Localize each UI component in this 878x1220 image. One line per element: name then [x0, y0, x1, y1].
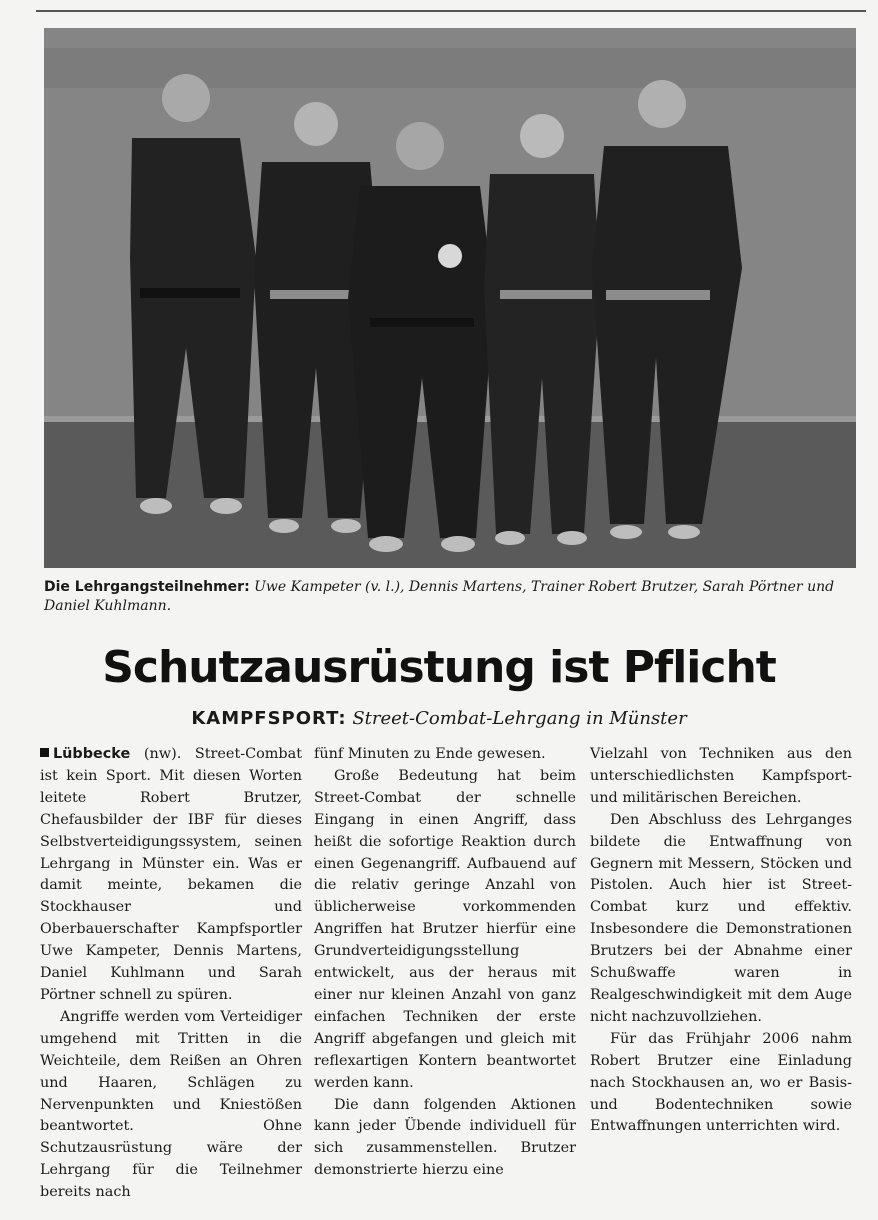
article-column-2 — [314, 744, 576, 1182]
caption-lead: Die Lehrgangsteilnehmer: — [44, 579, 250, 595]
photo-wall-band — [44, 48, 856, 88]
article-paragraph: Große Bedeutung hat beim Street-Combat der schnelle Eingang in einen Angriff, dass heißt die sofortige Reaktion durch einen Gegenangriff. Aufbauend auf die relativ geringe Anzahl von üblicherweise vorkommenden Angriffen hat Brutzer hierfür eine Grundverteidigungsstellung entwickelt, aus der heraus mit einer nur kleinen Anzahl von ganz einfachen Techniken der erste Angriff abgefangen und gleich mit reflexartigen Kontern beantwortet werden kann. — [314, 767, 576, 1091]
caption-body: Uwe Kampeter (v. l.), Dennis Martens, Trainer Robert Brutzer, Sarah Pörtner und Daniel Kuhlmann. — [44, 579, 835, 614]
article-paragraph: Vielzahl von Techniken aus den unterschiedlichsten Kampfsport- und militärischen Bereichen. — [590, 746, 852, 806]
article-paragraph — [40, 744, 302, 1007]
photo-caption — [44, 578, 856, 616]
article-column-1 — [40, 744, 302, 1204]
article-paragraph: fünf Minuten zu Ende gewesen. — [314, 746, 546, 762]
subhead-text: Street-Combat-Lehrgang in Münster — [352, 708, 687, 729]
dateline-square-icon — [40, 748, 49, 757]
group-photo-illustration — [44, 28, 856, 568]
headline: Schutzausrüstung ist Pflicht — [102, 642, 776, 693]
subheadline — [0, 706, 878, 732]
dateline-place: Lübbecke — [53, 746, 131, 762]
article-column-3 — [590, 744, 852, 1138]
article-paragraph: Angriffe werden vom Verteidiger umgehend mit Tritten in die Weichteile, dem Reißen an Ohren und Haaren, Schlägen zu Nervenpunkten und Kniestößen beantwortet. Ohne Schutzausrüstung wäre der Lehrgang für die Teilnehmer bereits nach — [40, 1008, 302, 1201]
group-photo — [44, 28, 856, 568]
top-rule — [36, 10, 866, 12]
subhead-kicker: KAMPFSPORT: — [191, 708, 347, 729]
article-paragraph: Die dann folgenden Aktionen kann jeder Übende individuell für sich zusammenstellen. Brutzer demonstrierte hierzu eine — [314, 1096, 576, 1179]
article-paragraph: Den Abschluss des Lehrganges bildete die Entwaffnung von Gegnern mit Messern, Stöcken und Pistolen. Auch hier ist Street-Combat kurz und effektiv. Insbesondere die Demonstrationen Brutzers bei der Abnahme einer Schußwaffe waren in Realgeschwindigkeit mit dem Auge nicht nachzuvollziehen. — [590, 811, 852, 1025]
paragraph-text: (nw). Street-Combat ist kein Sport. Mit diesen Worten leitete Robert Brutzer, Chefausbilder der IBF für dieses Selbstverteidigungssystem, seinen Lehrgang in Münster ein. Was er damit meinte, bekamen die Stockhauser und Oberbauerschafter Kampfsportler Uwe Kampeter, Dennis Martens, Daniel Kuhlmann und Sarah Pörtner schnell zu spüren. — [40, 746, 302, 1003]
article-paragraph: Für das Frühjahr 2006 nahm Robert Brutzer eine Einladung nach Stockhausen an, wo er Basis- und Bodentechniken sowie Entwaffnungen unterrichten wird. — [590, 1030, 852, 1135]
